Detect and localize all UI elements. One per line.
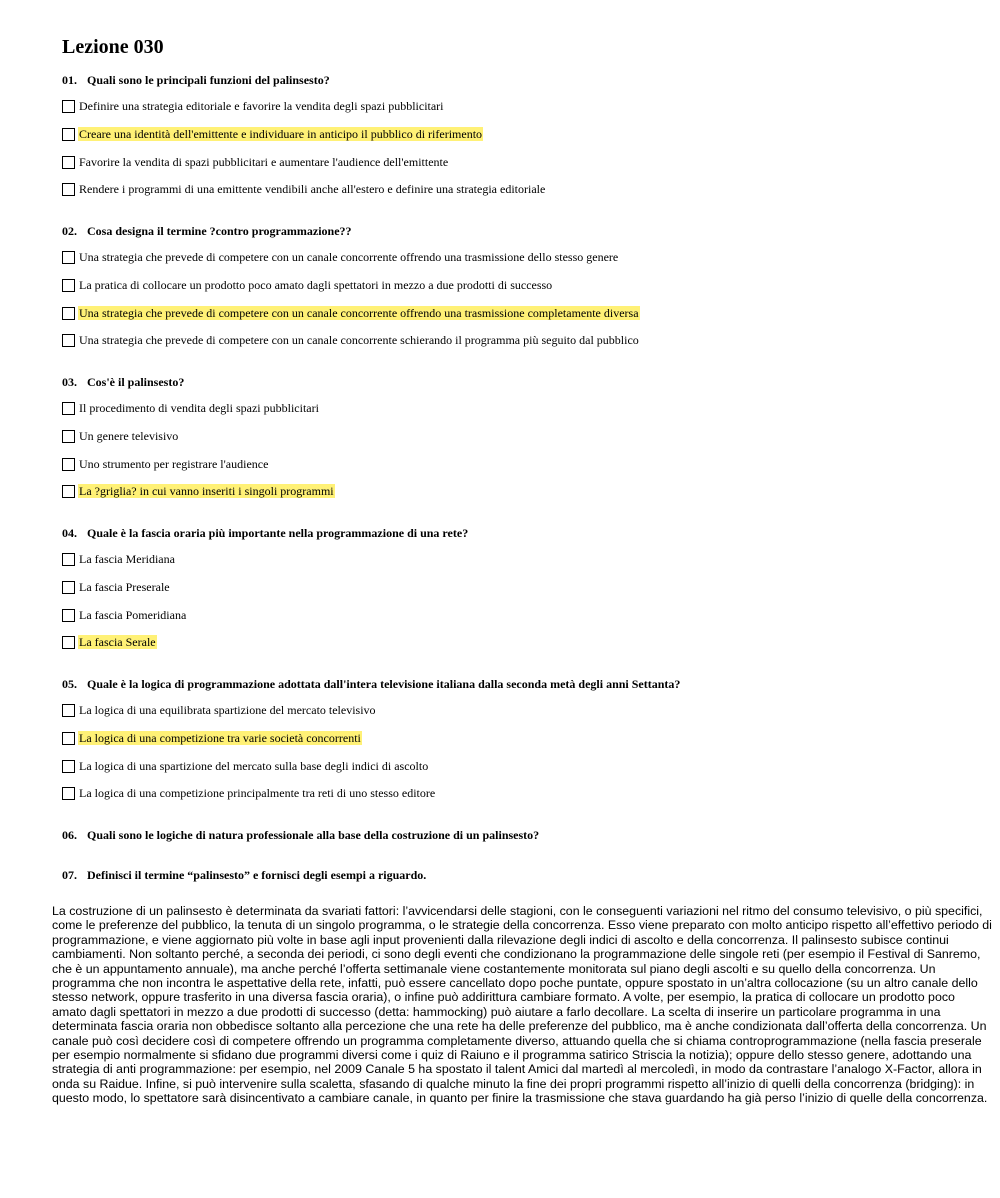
checkbox[interactable]: [62, 279, 75, 292]
option-03-a[interactable]: [62, 400, 320, 416]
question-text: Cos'è il palinsesto?: [87, 375, 185, 389]
question-number: 03.: [62, 375, 77, 389]
option-text-highlighted: Una strategia che prevede di competere con un canale concorrente offrendo una trasmissione completamente diversa: [79, 306, 639, 320]
question-number: 04.: [62, 526, 77, 540]
option-text: Una strategia che prevede di competere con un canale concorrente schierando il programma più seguito dal pubblico: [79, 333, 639, 347]
question-number: 05.: [62, 677, 77, 691]
question-number: 07.: [62, 868, 77, 882]
question-04: [62, 526, 468, 541]
question-text: Definisci il termine “palinsesto” e fornisci degli esempi a riguardo.: [87, 868, 427, 882]
option-text: Il procedimento di vendita degli spazi pubblicitari: [79, 401, 319, 415]
option-02-b[interactable]: [62, 277, 553, 293]
option-text: Una strategia che prevede di competere con un canale concorrente offrendo una trasmissione dello stesso genere: [79, 250, 619, 264]
option-01-b[interactable]: [62, 126, 483, 142]
lesson-title: Lezione 030: [62, 36, 164, 58]
checkbox[interactable]: [62, 553, 75, 566]
option-text: Rendere i programmi di una emittente vendibili anche all'estero e definire una strategia editoriale: [79, 182, 546, 196]
option-text: Uno strumento per registrare l'audience: [79, 457, 269, 471]
checkbox[interactable]: [62, 458, 75, 471]
checkbox[interactable]: [62, 183, 75, 196]
question-text: Cosa designa il termine ?contro programmazione??: [87, 224, 352, 238]
option-02-c[interactable]: [62, 305, 640, 321]
option-text: La logica di una competizione principalmente tra reti di uno stesso editore: [79, 786, 436, 800]
option-text-highlighted: La ?griglia? in cui vanno inseriti i singoli programmi: [79, 484, 334, 498]
option-text: La fascia Meridiana: [79, 552, 175, 566]
question-text: Quali sono le principali funzioni del palinsesto?: [87, 73, 330, 87]
checkbox[interactable]: [62, 581, 75, 594]
option-03-b[interactable]: [62, 428, 179, 444]
question-06: [62, 828, 539, 843]
option-text: La fascia Pomeridiana: [79, 608, 187, 622]
checkbox[interactable]: [62, 100, 75, 113]
option-text: Favorire la vendita di spazi pubblicitari e aumentare l'audience dell'emittente: [79, 155, 449, 169]
question-07: [62, 868, 426, 883]
checkbox[interactable]: [62, 485, 75, 498]
question-text: Quale è la fascia oraria più importante nella programmazione di una rete?: [87, 526, 469, 540]
option-text: La fascia Preserale: [79, 580, 170, 594]
option-04-c[interactable]: [62, 607, 187, 623]
question-number: 06.: [62, 828, 77, 842]
checkbox[interactable]: [62, 251, 75, 264]
option-text-highlighted: La fascia Serale: [79, 635, 156, 649]
option-05-d[interactable]: [62, 785, 436, 801]
option-01-a[interactable]: [62, 98, 445, 114]
option-01-c[interactable]: [62, 154, 449, 170]
checkbox[interactable]: [62, 307, 75, 320]
checkbox[interactable]: [62, 156, 75, 169]
question-03: [62, 375, 184, 390]
option-05-a[interactable]: [62, 702, 377, 718]
question-number: 02.: [62, 224, 77, 238]
option-02-d[interactable]: [62, 332, 640, 348]
option-03-c[interactable]: [62, 456, 269, 472]
option-04-b[interactable]: [62, 579, 171, 595]
option-text-highlighted: Creare una identità dell'emittente e individuare in anticipo il pubblico di riferimento: [79, 127, 483, 141]
option-05-b[interactable]: [62, 730, 362, 746]
checkbox[interactable]: [62, 760, 75, 773]
option-04-a[interactable]: [62, 551, 176, 567]
checkbox[interactable]: [62, 128, 75, 141]
checkbox[interactable]: [62, 334, 75, 347]
question-05: [62, 677, 680, 692]
option-text: La pratica di collocare un prodotto poco amato dagli spettatori in mezzo a due prodotti di successo: [79, 278, 553, 292]
question-01: [62, 73, 330, 88]
checkbox[interactable]: [62, 402, 75, 415]
checkbox[interactable]: [62, 609, 75, 622]
checkbox[interactable]: [62, 430, 75, 443]
checkbox[interactable]: [62, 636, 75, 649]
checkbox[interactable]: [62, 787, 75, 800]
option-text: Un genere televisivo: [79, 429, 179, 443]
checkbox[interactable]: [62, 704, 75, 717]
option-03-d[interactable]: [62, 483, 335, 499]
option-text-highlighted: La logica di una competizione tra varie società concorrenti: [79, 731, 361, 745]
question-number: 01.: [62, 73, 77, 87]
option-text: Definire una strategia editoriale e favorire la vendita degli spazi pubblicitari: [79, 99, 444, 113]
option-02-a[interactable]: [62, 249, 619, 265]
option-text: La logica di una spartizione del mercato sulla base degli indici di ascolto: [79, 759, 429, 773]
option-01-d[interactable]: [62, 181, 546, 197]
question-text: Quali sono le logiche di natura professionale alla base della costruzione di un palinsesto?: [87, 828, 540, 842]
option-04-d[interactable]: [62, 634, 157, 650]
checkbox[interactable]: [62, 732, 75, 745]
answer-paragraph: La costruzione di un palinsesto è determinata da svariati fattori: l’avvicendarsi delle stagioni, con le conseguenti variazioni nel ritmo del consumo televisivo, o più specifici, come le preferenze del pubblico, la tenuta di un singolo programma, o le strategie della concorrenza. Esso viene preparato con molto anticipo rispetto all’effettivo periodo di programmazione, e viene aggiornato più volte in base agli input provenienti dalla rilevazione degli indici di ascolto e della concorrenza. Il palinsesto subisce continui cambiamenti. Non soltanto perché, a seconda dei periodi, ci sono degli eventi che condizionano la programmazione delle singole reti (per esempio il Festival di Sanremo, che è un appuntamento annuale), ma anche perché l’offerta settimanale viene costantemente monitorata sul piano degli ascolti e su quello della concorrenza. Un programma che non incontra le aspettative della rete, infatti, può essere cancellato dopo poche puntate, oppure spostato in un’altra collocazione (su un altro canale dello stesso network, oppure trasferito in una diversa fascia oraria), o infine può addirittura cambiare formato. A volte, per esempio, la pratica di collocare un prodotto poco amato dagli spettatori in mezzo a due prodotti di successo (detta: hammocking) può aiutare a farlo decollare. La scelta di inserire un particolare programma in una determinata fascia oraria non obbedisce soltanto alla percezione che una rete ha delle preferenze del pubblico, ma è anche condizionata dall’offerta della concorrenza. Un canale può così decidere così di competere offrendo un programma completamente diverso, attuando quella che si chiama controprogrammazione (nella fascia preserale per esempio normalmente si sfidano due programmi diversi come i quiz di Raiuno e il programma satirico Striscia la notizia); oppure dello stesso genere, adottando una strategia di anti programmazione: per esempio, nel 2009 Canale 5 ha spostato il talent Amici dal martedì al mercoledì, in modo da contrastare l’analogo X-Factor, allora in onda su Raidue. Infine, si può intervenire sulla scaletta, sfasando di qualche minuto la fine dei propri programmi rispetto all’inizio di quelli della concorrenza (bridging): in questo modo, lo spettatore sarà disincentivato a cambiare canale, in quanto per finire la trasmissione che stava guardando ha già perso l’inizio di quelle della concorrenza.: [52, 904, 992, 1106]
option-05-c[interactable]: [62, 758, 429, 774]
question-02: [62, 224, 352, 239]
option-text: La logica di una equilibrata spartizione del mercato televisivo: [79, 703, 376, 717]
question-text: Quale è la logica di programmazione adottata dall'intera televisione italiana dalla seconda metà degli anni Settanta?: [87, 677, 681, 691]
